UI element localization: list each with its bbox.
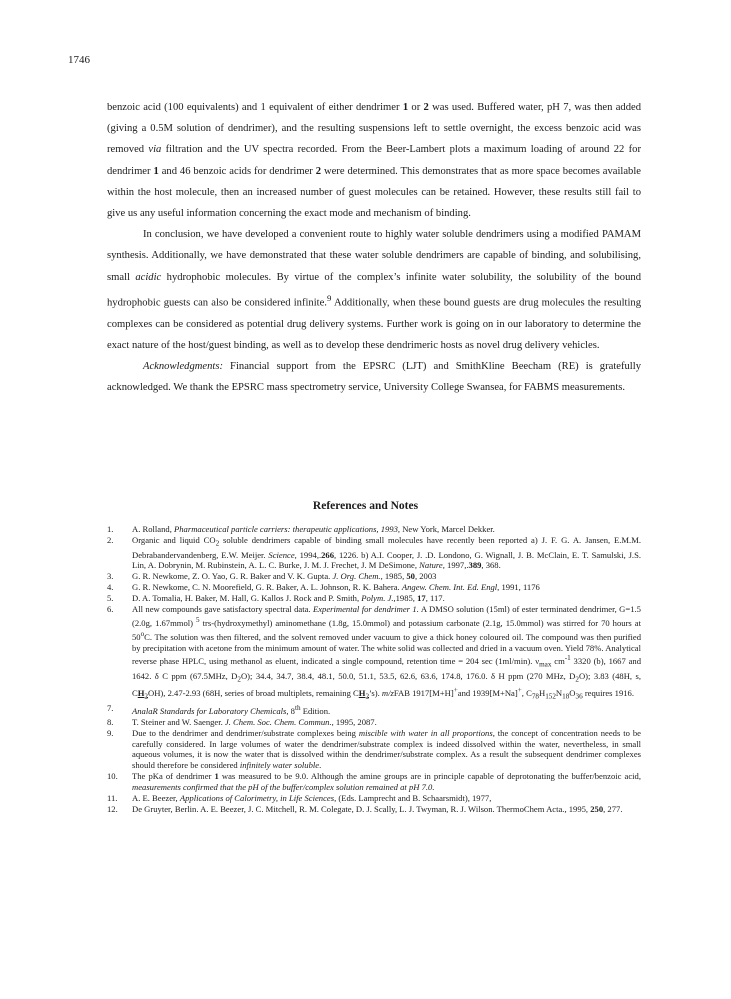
reference-item bbox=[107, 728, 641, 772]
reference-item bbox=[107, 717, 641, 728]
reference-number: 4. bbox=[107, 582, 114, 593]
reference-text: G. R. Newkome, Z. O. Yao, G. R. Baker and V. K. Gupta. J. Org. Chem., 1985, 50, 2003 bbox=[132, 571, 437, 582]
reference-item bbox=[107, 582, 641, 593]
reference-number: 7. bbox=[107, 703, 114, 713]
page-number: 1746 bbox=[68, 54, 90, 66]
reference-text: A. Rolland, Pharmaceutical particle carriers: therapeutic applications, 1993, New York, Marcel Dekker. bbox=[132, 524, 495, 534]
reference-number: 5. bbox=[107, 593, 114, 604]
reference-item bbox=[107, 571, 641, 582]
reference-number: 6. bbox=[107, 604, 114, 615]
reference-item bbox=[107, 524, 641, 535]
references-list bbox=[107, 524, 641, 815]
reference-text: D. A. Tomalia, H. Baker, M. Hall, G. Kallos J. Rock and P. Smith, Polym. J.,1985, 17, 117. bbox=[132, 593, 445, 604]
reference-text: AnalaR Standards for Laboratory Chemicals, 8th Edition. bbox=[132, 704, 331, 716]
reference-number: 11. bbox=[107, 793, 118, 804]
reference-item bbox=[107, 593, 641, 604]
reference-text: Organic and liquid $CO_2$ soluble dendrimers capable of binding small molecules have recently been reported a) J. F. G. A. Jansen, E.M.M. Debrabandervandenberg, E.W. Meijer. Science, 1994,.266, 1226. b) A.I. Cooper, J. .D. Londono, G. Wignall, J. B. McClain, E. T. Samulski, J.S. Lin, A. Dobrynin, M. Rubinstein, A. L. C. Burke, J. M. J. Frechet, J. M DeSimone, Nature, 1997,.389, 368. bbox=[132, 534, 641, 571]
reference-text: T. Steiner and W. Saenger. J. Chem. Soc. Chem. Commun., 1995, 2087. bbox=[132, 716, 377, 727]
paragraph-acknowledgments: Acknowledgments: Financial support from the EPSRC (LJT) and SmithKline Beecham (RE) is gratefully acknowledged. We thank the EPSRC mass spectrometry service, University College Swansea, for FABMS measurements. bbox=[107, 360, 641, 394]
reference-item bbox=[107, 703, 641, 717]
reference-item bbox=[107, 604, 641, 703]
reference-number: 2. bbox=[107, 534, 114, 545]
paragraph-results: benzoic acid (100 equivalents) and 1 equivalent of either dendrimer 1 or 2 was used. Buffered water, pH 7, was then added (giving a 0.5M solution of dendrimer), and the resulting suspensions left to settle overnight, the excess benzoic acid was removed via filtration and the UV spectra recorded. From the Beer-Lambert plots a maximum loading of around 22 for dendrimer 1 and 46 benzoic acids for dendrimer 2 were determined. This demonstrates that as more space becomes available within the host molecule, then an increased number of guest molecules can be retained. However, these results still fail to give us any useful information concerning the exact mode and mechanism of binding. bbox=[107, 102, 642, 220]
reference-text: Due to the dendrimer and dendrimer/substrate complexes being miscible with water in all proportions, the concept of concentration needs to be carefully considered. In large volumes of water the dendrimer/substrate complex is indeed dissolved within the water, nevertheless, in small aqueous volumes, it is now the water that is dissolved within the dendrimer/substrate complex. As a result the subsequent dendrimer complexes should therefore be considered infinitely water soluble. bbox=[132, 727, 641, 771]
reference-text: The pKa of dendrimer 1 was measured to be 9.0. Although the amine groups are in principle capable of deprotonating the buffer/benzoic acid, measurements confirmed that the pH of the buffer/complex solution remained at pH 7.0. bbox=[132, 771, 641, 793]
reference-number: 10. bbox=[107, 771, 118, 782]
reference-item bbox=[107, 535, 641, 571]
reference-text: G. R. Newkome, C. N. Moorefield, G. R. Baker, A. L. Johnson, R. K. Bahera. Angew. Chem. Int. Ed. Engl, 1991, 1176 bbox=[132, 582, 540, 593]
reference-text: All new compounds gave satisfactory spectral data. Experimental for dendrimer 1. A DMSO solution (15ml) of ester terminated dendrimer, G=1.5 (2.0g, 1.67mmol) $^5$ trs-(hydroxymethyl) aminomethane (1.8g, 15.0mmol) and potassium carbonate (2.1g, 15.0mmol) was stirred for 70 hours at 50$^o$C. The solution was then filtered, and the solvent removed under vacuum to give a thick honey coloured oil. The compound was then purified by precipitation with acetone from the minimum amount of water. The white solid was collected and dried in a vacuum oven. Yield 78%. Analytical reverse phase HPLC, using methanol as eluent, indicated a single compound, retention time = 204 sec (1ml/min). $\nu_{max}$ $cm^{-1}$ 3320 (b), 1667 and 1642. δ C ppm (67.5MHz, $D_2O$); 34.4, 34.7, 38.4, 48.1, 50.0, 51.1, 53.5, 62.6, 63.6, 174.8, 176.0. δ H ppm (270 MHz, $D_2O$); 3.83 (48H, s, $CH_2OH$), 2.47-2.93 (68H, series of broad multiplets, remaining $CH_2’s$). m/zFAB 1917[M+H]+and 1939[M+Na]+, $C_{78}H_{152}N_{18}O_{36}$ requires 1916. bbox=[132, 604, 641, 702]
reference-text: De Gruyter, Berlin. A. E. Beezer, J. C. Mitchell, R. M. Colegate, D. J. Scally, L. J. Twyman, R. J. Wilson. ThermoChem Acta., 1995, 250, 277. bbox=[132, 804, 623, 815]
paragraph-conclusion: In conclusion, we have developed a convenient route to highly water soluble dendrimers using a modified PAMAM synthesis. Additionally, we have demonstrated that these water soluble dendrimers are capable of binding, and solubilising, small acidic hydrophobic molecules. By virtue of the complex’s infinite water solubility, the solubility of the bound hydrophobic guests can also be considered infinite.$^9$ Additionally, when these bound guests are drug molecules the resulting complexes can be considered as potential drug delivery systems. Further work is going on in our laboratory to determine the exact nature of the host/guest binding, as well as to develop these dendrimeric hosts as novel drug delivery vehicles. bbox=[107, 229, 641, 351]
reference-item bbox=[107, 804, 641, 815]
reference-text: A. E. Beezer, Applications of Calorimetry, in Life Sciences, (Eds. Lamprecht and B. Schaarsmidt), 1977, bbox=[132, 793, 492, 804]
reference-number: 12. bbox=[107, 804, 118, 815]
reference-number: 9. bbox=[107, 727, 114, 738]
references-heading: References and Notes bbox=[312, 500, 419, 512]
reference-number: 1. bbox=[107, 524, 114, 534]
reference-number: 3. bbox=[107, 571, 114, 582]
body-text bbox=[107, 97, 641, 398]
reference-item bbox=[107, 771, 641, 793]
reference-number: 8. bbox=[107, 716, 114, 727]
reference-item bbox=[107, 793, 641, 804]
